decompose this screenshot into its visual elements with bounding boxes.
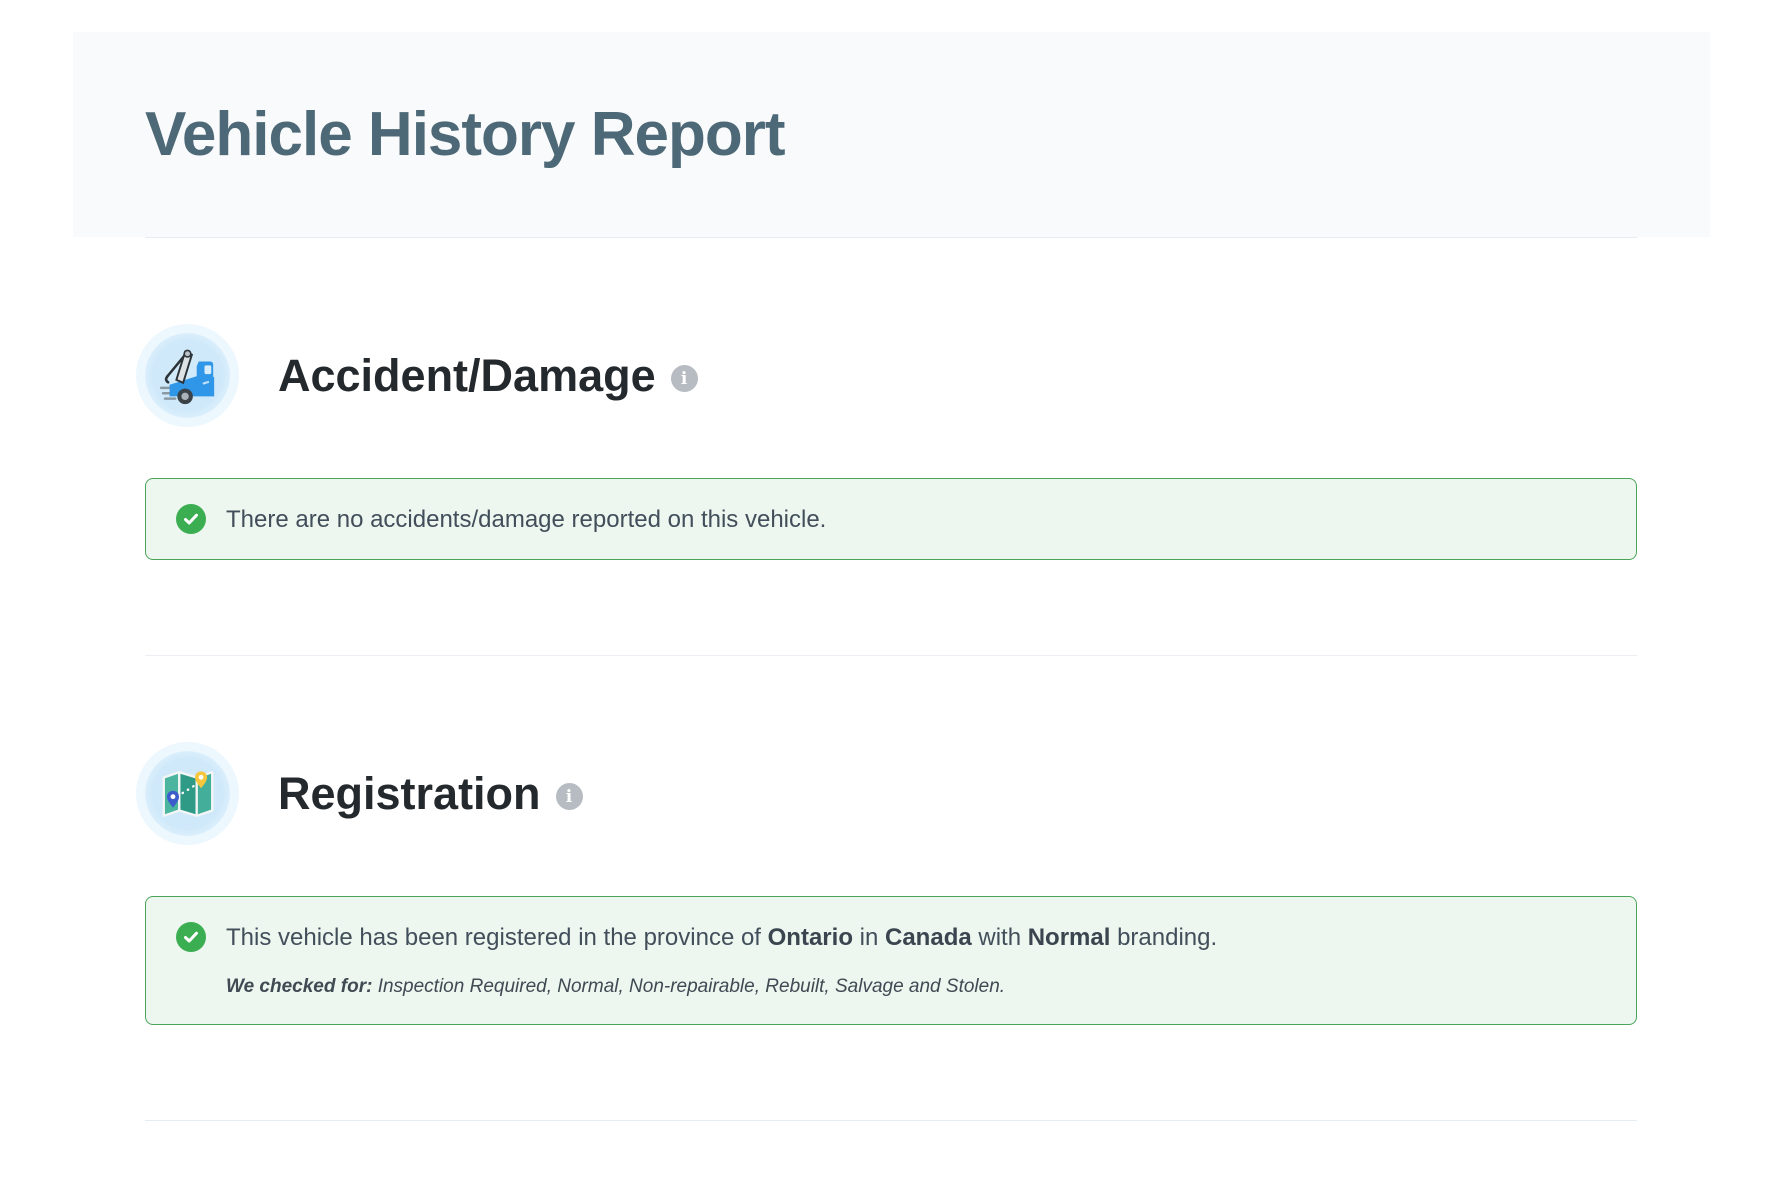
accident-damage-status-alert (145, 478, 1637, 560)
registration-message: This vehicle has been registered in the province of Ontario in Canada with Normal branding. (226, 924, 1218, 951)
section-accident-damage-header (145, 333, 1637, 418)
section-registration (145, 751, 1637, 1025)
registration-status-alert (145, 896, 1637, 1025)
header-divider (145, 237, 1637, 238)
alert-body (226, 504, 826, 534)
section-title-registration: Registration (278, 767, 541, 819)
report-header (73, 32, 1710, 237)
section-divider (145, 655, 1637, 656)
alert-body (226, 922, 1217, 999)
tow-truck-icon (145, 333, 230, 418)
info-icon[interactable]: i (556, 783, 583, 810)
alert-message: There are no accidents/damage reported on this vehicle. (226, 506, 827, 533)
check-circle-icon (176, 504, 206, 534)
section-title-accident-damage: Accident/Damage (278, 349, 656, 401)
checked-for-label: We checked for: (226, 976, 373, 997)
checked-for-note (226, 975, 1217, 999)
section-accident-damage (145, 333, 1637, 560)
bottom-divider (145, 1120, 1637, 1121)
section-registration-header (145, 751, 1637, 836)
info-icon[interactable]: i (671, 365, 698, 392)
map-route-icon (145, 751, 230, 836)
page-title: Vehicle History Report (145, 100, 785, 169)
checked-for-items: Inspection Required, Normal, Non-repairable, Rebuilt, Salvage and Stolen. (372, 976, 1006, 997)
check-circle-icon (176, 922, 206, 952)
